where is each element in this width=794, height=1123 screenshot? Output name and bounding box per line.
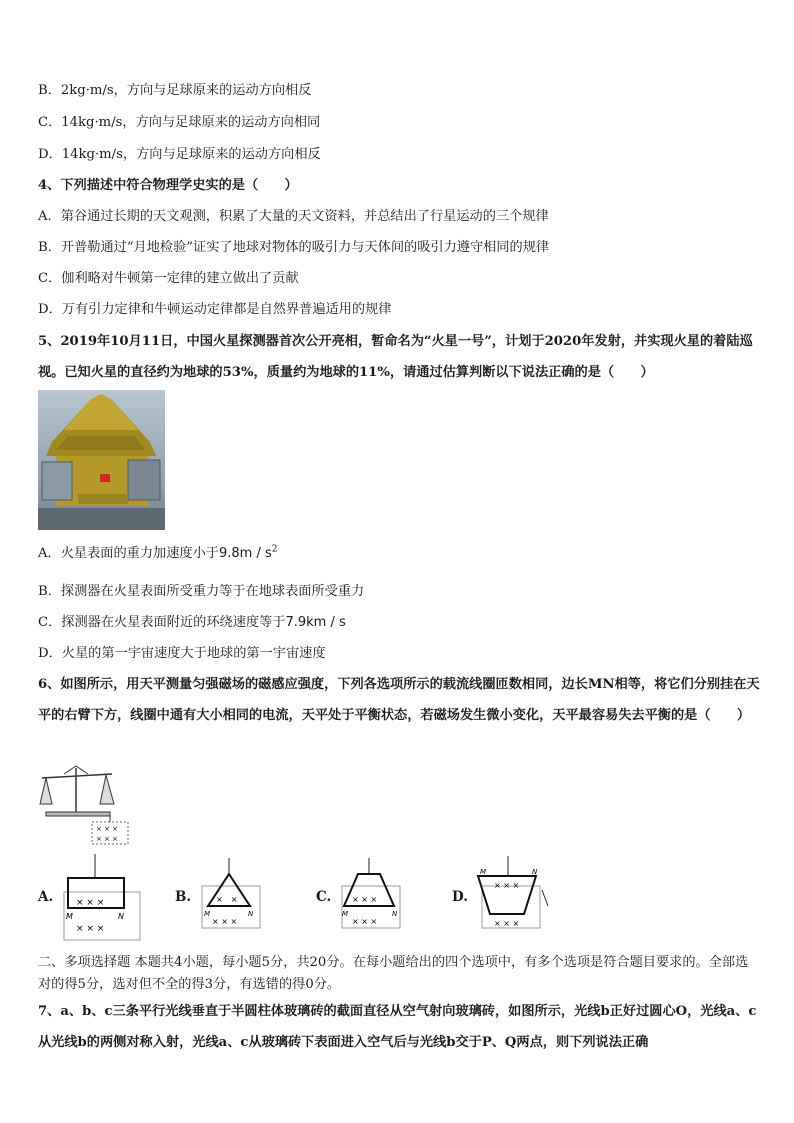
- label-n-a: N: [118, 912, 124, 921]
- section2-instructions: 二、多项选择题 本题共4小题，每小题5分，共20分。在每小题给出的四个选项中，有多个选项是符合题目要求的。全部选对的得5分，选对但不全的得3分，有选错的得0分。: [38, 955, 749, 992]
- gravity-value: 9.8m / s: [218, 546, 272, 561]
- coil-diagram-c: [338, 858, 404, 930]
- q4-option-c: C．伽利略对牛顿第一定律的建立做出了贡献: [38, 271, 299, 286]
- q3-option-d: D．14kg·m/s，方向与足球原来的运动方向相反: [38, 147, 321, 162]
- orbit-speed-value: 7.9km / s: [285, 615, 346, 630]
- q4-option-a: A．第谷通过长期的天文观测，积累了大量的天文资料，并总结出了行星运动的三个规律: [38, 209, 549, 224]
- label-m-a: M: [66, 912, 73, 921]
- label-n-d: N: [532, 868, 538, 876]
- field-marks-d-1: × × ×: [494, 881, 520, 890]
- svg-text:× ×: × ×: [216, 895, 238, 904]
- svg-text:× × ×: × × ×: [96, 825, 119, 833]
- gravity-exponent: 2: [271, 544, 278, 555]
- q5-option-a: A．火星表面的重力加速度小于$9.8m / s^2$: [38, 544, 278, 561]
- q3-option-b: B．2kg·m/s，方向与足球原来的运动方向相反: [38, 83, 312, 98]
- field-marks-c-2: × × ×: [352, 917, 378, 926]
- q5-option-d: D．火星的第一宇宙速度大于地球的第一宇宙速度: [38, 646, 326, 661]
- field-marks-d-2: × × ×: [494, 919, 520, 928]
- q5-option-b: B．探测器在火星表面所受重力等于在地球表面所受重力: [38, 584, 365, 599]
- q7-stem: 7、a、b、c三条平行光线垂直于半圆柱体玻璃砖的截面直径从空气射向玻璃砖，如图所示，光线b正好过圆心O，光线a、c从光线b的两侧对称入射，光线a、c从玻璃砖下表面进入空气后与光线b交于P、Q两点，则下列说法正确: [38, 1004, 757, 1050]
- coil-diagram-d: [474, 856, 554, 930]
- q4-option-b: B．开普勒通过“月地检验”证实了地球对物体的吸引力与天体间的吸引力遵守相同的规律: [38, 240, 550, 255]
- q6-option-b-label: B.: [175, 889, 192, 905]
- mars-probe-photo: [38, 390, 165, 530]
- label-m-b: M: [204, 910, 211, 918]
- q6-stem: 6、如图所示，用天平测量匀强磁场的磁感应强度，下列各选项所示的载流线圈匝数相同，边长MN相等，将它们分别挂在天平的右臂下方，线圈中通有大小相同的电流，天平处于平衡状态，若磁场发生微小变化，天平最容易失去平衡的是（ ）: [38, 677, 760, 723]
- label-m-d: M: [480, 868, 487, 876]
- label-n-b: N: [248, 910, 254, 918]
- q6-option-d-label: D.: [452, 889, 468, 905]
- field-marks-b: × × ×: [212, 917, 238, 926]
- q6-option-c-label: C.: [316, 889, 332, 905]
- balance-diagram: [34, 764, 134, 846]
- field-marks-a-1: × × ×: [76, 898, 105, 908]
- field-marks-c-1: × × ×: [352, 895, 378, 904]
- q5-stem: 5、2019年10月11日，中国火星探测器首次公开亮相，暂命名为“火星一号”，计划于2020年发射，并实现火星的着陆巡视。已知火星的直径约为地球的53%，质量约为地球的11%，请通过估算判断以下说法正确的是（ ）: [38, 334, 753, 380]
- label-m-c: M: [342, 910, 349, 918]
- q3-option-c: C．14kg·m/s，方向与足球原来的运动方向相同: [38, 115, 321, 130]
- q4-option-d: D．万有引力定律和牛顿运动定律都是自然界普遍适用的规律: [38, 302, 392, 317]
- coil-diagram-b: [198, 858, 264, 930]
- label-n-c: N: [392, 910, 398, 918]
- svg-text:× × ×: × × ×: [96, 835, 119, 843]
- coil-diagram-a: [62, 854, 142, 944]
- q5-option-c: C．探测器在火星表面附近的环绕速度等于7.9km / s: [38, 615, 346, 630]
- field-marks-a-2: × × ×: [76, 924, 105, 934]
- q4-stem: 4、下列描述中符合物理学史实的是（ ）: [38, 178, 298, 193]
- q6-option-a-label: A.: [38, 889, 54, 905]
